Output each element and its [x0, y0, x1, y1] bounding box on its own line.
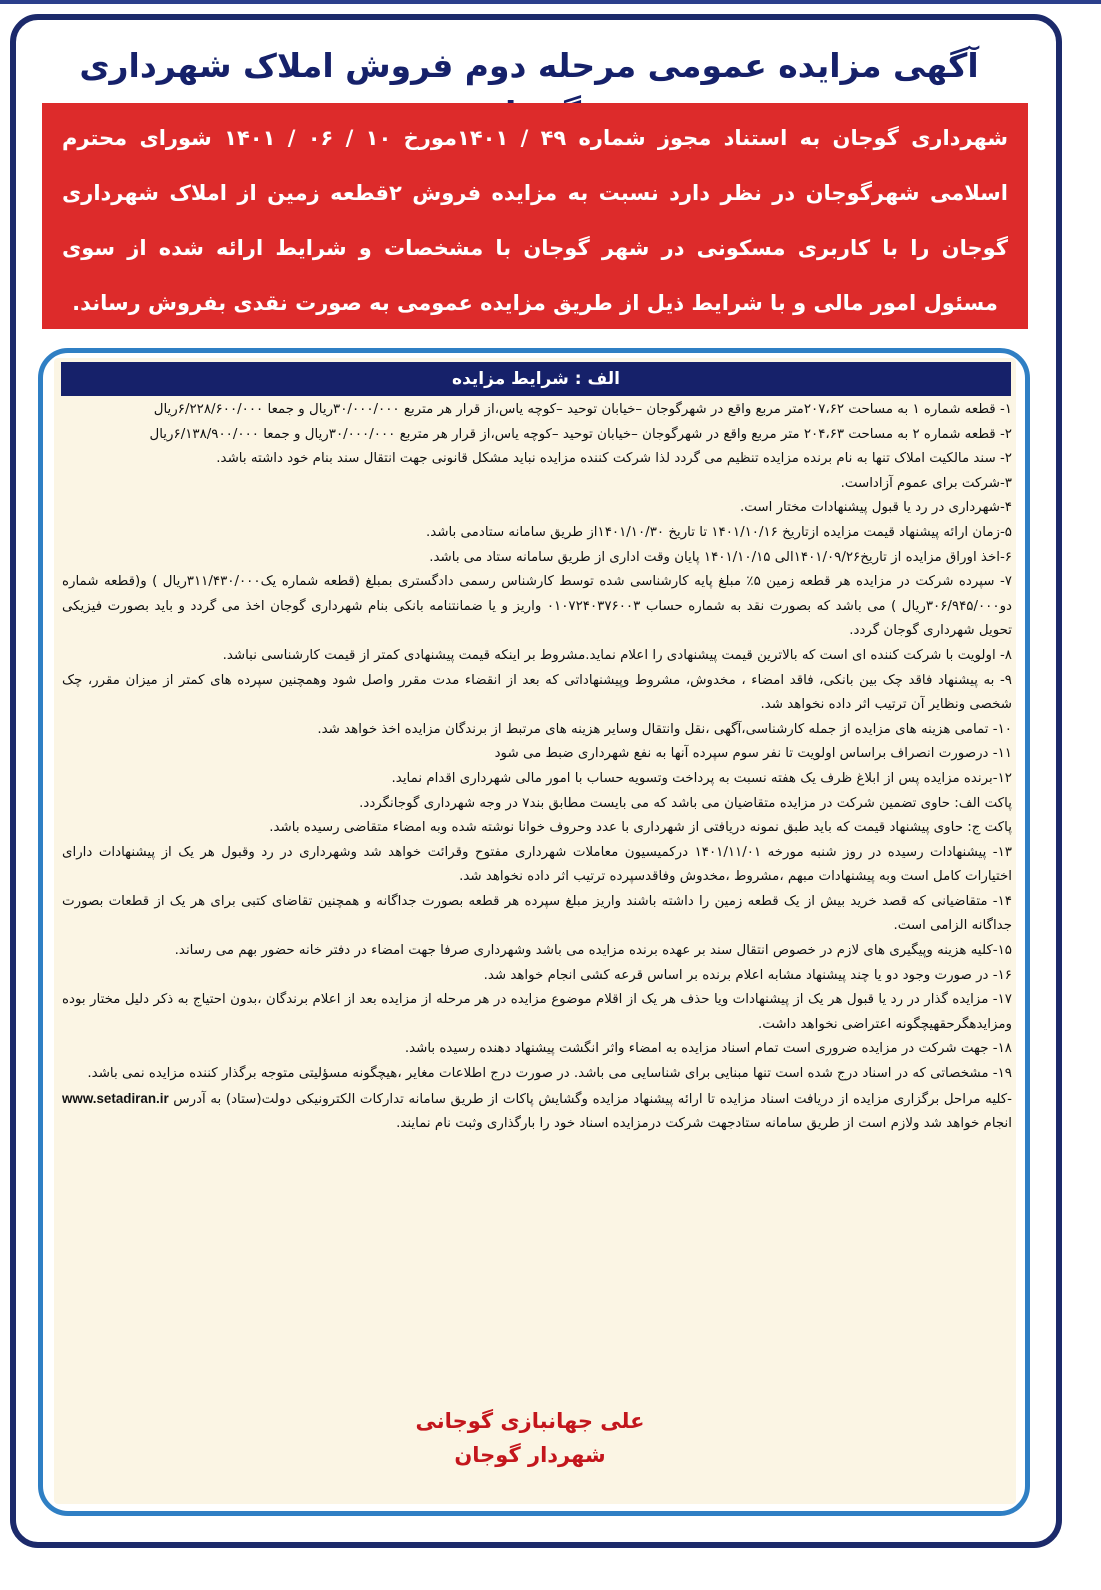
- top-border-line: [0, 0, 1101, 4]
- condition-item: ۹- به پیشنهاد فاقد چک بین بانکی، فاقد امضاء ، مخدوش، مشروط وپیشنهاداتی که بعد از انقضاء مدت مقرر واصل شود وهمچنین سپرده های کمتر از میزان مقرر، چک شخصی ونظایر آن ترتیب اثر داده نخواهد شد.: [62, 672, 1012, 713]
- condition-item: ۱۸- جهت شرکت در مزایده ضروری است تمام اسناد مزایده به امضاء واثر انگشت پیشنهاد دهنده رسیده باشد.: [404, 1041, 1012, 1057]
- intro-box: [42, 103, 1028, 329]
- condition-item: ۱۷- مزایده گذار در رد یا قبول هر یک از پیشنهادات ویا حذف هر یک از اقلام موضوع مزایده در هر مرحله از مزایده بعد از اعلام برندگان ،بدون احتیاج به ذکر دلیل مختار بوده ومزایدهگرحقهیچگونه اعتراضی نخواهد داشت.: [62, 992, 1012, 1032]
- page-title: آگهی مزایده عمومی مرحله دوم فروش املاک شهرداری: [79, 46, 979, 85]
- condition-item: ۶-اخذ اوراق مزایده از تاریخ۱۴۰۱/۰۹/۲۶الی ۱۴۰۱/۱۰/۱۵ پایان وقت اداری از طریق سامانه ستاد می باشد.: [429, 549, 1012, 565]
- condition-item: ۵-زمان ارائه پیشنهاد قیمت مزایده ازتاریخ ۱۴۰۱/۱۰/۱۶ تا تاریخ ۱۴۰۱/۱۰/۳۰از طریق سامانه ستادمی باشد.: [425, 524, 1012, 540]
- signer-position: شهردار گوجان: [454, 1443, 606, 1467]
- condition-item: ۳-شرکت برای عموم آزاداست.: [840, 475, 1012, 491]
- signer-name: علی جهانبازی گوجانی: [415, 1409, 645, 1433]
- condition-item: پاکت ج: حاوی پیشنهاد قیمت که باید طبق نمونه دریافتی از شهرداری با عدد وحروف خوانا نوشته شده وبه امضاء متقاضی رسیده باشد.: [269, 820, 1012, 836]
- conditions-list: [62, 398, 1012, 1137]
- condition-item: ۱۰- تمامی هزینه های مزایده از جمله کارشناسی،آگهی ،نقل وانتقال وسایر هزینه های مرتبط از برندگان مزایده اخذ خواهد شد.: [317, 721, 1012, 737]
- intro-text: شهرداری گوجان به استناد مجوز شماره ۴۹ / ۱۴۰۱مورخ ۱۰ / ۰۶ / ۱۴۰۱ شورای محترم اسلامی شهرگوجان در نظر دارد نسبت به مزایده فروش ۲قطعه زمین از املاک شهرداری گوجان را با کاربری مسکونی در شهر گوجان با مشخصات و شرایط ارائه شده از سوی مسئول امور مالی و با شرایط ذیل از طریق مزایده عمومی به صورت نقدی بفروش رساند.: [62, 126, 1009, 315]
- condition-item: ۲- سند مالکیت املاک تنها به نام برنده مزایده تنظیم می گردد لذا شرکت کننده مزایده نباید مشکل قانونی جهت انتقال سند بنام خود داشته باشد.: [216, 451, 1012, 467]
- condition-item: ۱۲-برنده مزایده پس از ابلاغ ظرف یک هفته نسبت به پرداخت وتسویه حساب با امور مالی شهرداری اقدام نماید.: [391, 770, 1012, 786]
- condition-item: ۱- قطعه شماره ۱ به مساحت ۲۰۷،۶۲متر مربع واقع در شهرگوجان –خیابان توحید –کوچه یاس،از قرار هر متربع ۳۰/۰۰۰/۰۰۰ریال و جمعا ۶/۲۲۸/۶۰۰/۰۰۰ریال: [153, 402, 1012, 417]
- final-note-text: -کلیه مراحل برگزاری مزایده از دریافت اسناد مزایده تا ارائه پیشنهاد مزایده وگشایش پاکات از طریق سامانه تدارکات الکترونیکی دولت(ستاد) به آدرس: [173, 1091, 1012, 1107]
- section-header: الف : شرایط مزایده: [61, 362, 1011, 396]
- condition-item: ۱۹- مشخصاتی که در اسناد درج شده است تنها مبنایی برای شناسایی می باشد. در صورت درج اطلاعات مغایر ،هیچگونه مسؤلیتی متوجه برگذار کننده مزایده نمی باشد.: [87, 1066, 1012, 1082]
- condition-item: ۱۳- پیشنهادات رسیده در روز شنبه مورخه ۱۴۰۱/۱۱/۰۱ درکمیسیون معاملات شهرداری مفتوح وقرائت خواهد شد وشهرداری در رد وقبول هر یک از پیشنهادات دارای اختیارات کامل است وبه پیشنهادات مبهم ،مشروط ،مخدوش وفاقدسپرده ترتیب اثر داده نخواهد شد.: [62, 844, 1012, 885]
- final-note-text-end: انجام خواهد شد ولازم است از طریق سامانه ستادجهت شرکت درمزایده اسناد خود را بارگذاری وثبت نام نمایند.: [396, 1116, 1012, 1132]
- condition-item: پاکت الف: حاوی تضمین شرکت در مزایده متقاضیان می باشد که می بایست مطابق بند۷ در وجه شهرداری گوجانگردد.: [359, 795, 1012, 811]
- condition-item: ۱۵-کلیه هزینه وپیگیری های لازم در خصوص انتقال سند بر عهده برنده مزایده می باشد وشهرداری صرفا جهت امضاء در دفتر خانه حضور بهم می رساند.: [174, 943, 1012, 959]
- signature-block: [330, 1404, 730, 1472]
- website-address: www.setadiran.ir: [62, 1090, 169, 1106]
- condition-item: ۱۶- در صورت وجود دو یا چند پیشنهاد مشابه اعلام برنده بر اساس قرعه کشی انجام خواهد شد.: [483, 967, 1012, 983]
- condition-item: ۴-شهرداری در رد یا قبول پیشنهادات مختار است.: [739, 500, 1012, 516]
- condition-item: ۱۱- درصورت انصراف براساس اولویت تا نفر سوم سپرده آنها به نفع شهرداری ضبط می شود: [494, 746, 1012, 762]
- condition-item: ۲- قطعه شماره ۲ به مساحت ۲۰۴،۶۳ متر مربع واقع در شهرگوجان –خیابان توحید –کوچه یاس،از قرار هر متربع ۳۰/۰۰۰/۰۰۰ریال و جمعا ۶/۱۳۸/۹۰۰/۰۰۰ریال: [149, 426, 1012, 442]
- final-note: [62, 1087, 1012, 1137]
- condition-item: ۷- سپرده شرکت در مزایده هر قطعه زمین ۵٪ مبلغ پایه کارشناسی شده توسط کارشناس رسمی دادگستری بمبلغ (قطعه شماره یک۳۱۱/۴۳۰/۰۰۰ریال ) و(قطعه شماره دو۳۰۶/۹۴۵/۰۰۰ریال ) می باشد که بصورت نقد به شماره حساب ۰۱۰۷۲۴۰۳۷۶۰۰۳ واریز و یا ضمانتنامه بانکی بنام شهرداری گوجان اخذ می گردد و باید بصورت فیزیکی تحویل شهرداری گوجان گردد.: [62, 574, 1013, 639]
- condition-item: ۱۴- متقاضیانی که قصد خرید بیش از یک قطعه زمین را داشته باشند واریز مبلغ سپرده هر قطعه بصورت جداگانه و همچنین تقاضای کتبی برای هر یک از قطعات بصورت جداگانه الزامی است.: [62, 893, 1012, 934]
- condition-item: ۸- اولویت با شرکت کننده ای است که بالاترین قیمت پیشنهادی را اعلام نماید.مشروط بر اینکه قیمت پیشنهادی کمتر از قیمت کارشناسی نباشد.: [222, 647, 1012, 663]
